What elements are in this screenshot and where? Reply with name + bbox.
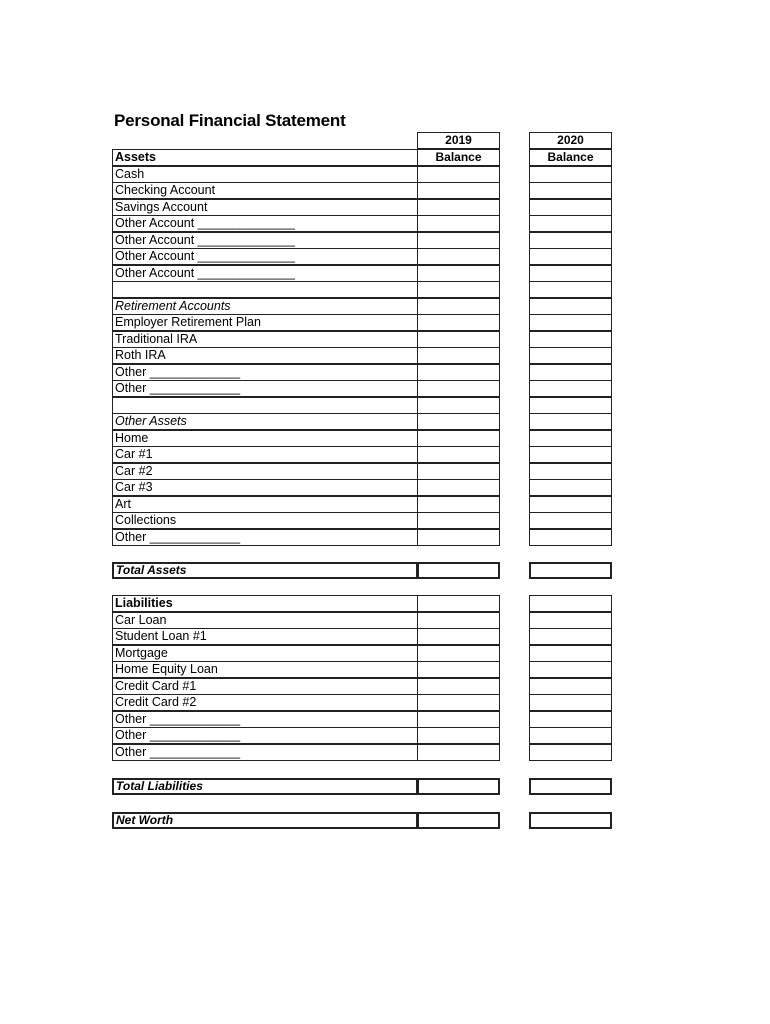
balance-2020-cell[interactable] xyxy=(529,562,612,579)
row-label: Employer Retirement Plan xyxy=(112,314,418,331)
balance-2019-cell[interactable] xyxy=(417,446,500,463)
balance-2019-cell[interactable] xyxy=(417,380,500,397)
row-label: Student Loan #1 xyxy=(112,628,418,645)
retirement-row xyxy=(112,314,612,331)
asset-row xyxy=(112,232,612,249)
retirement-row xyxy=(112,380,612,397)
balance-2020-cell[interactable] xyxy=(529,645,612,662)
balance-2020-cell[interactable] xyxy=(529,479,612,496)
row-label xyxy=(112,281,418,298)
row-label: Credit Card #1 xyxy=(112,678,418,695)
other-asset-row xyxy=(112,446,612,463)
asset-row xyxy=(112,166,612,183)
balance-2019-cell[interactable] xyxy=(417,199,500,216)
balance-2020-cell[interactable] xyxy=(529,512,612,529)
row-label: Other Account ______________ xyxy=(112,232,418,249)
asset-row xyxy=(112,182,612,199)
row-label: Home xyxy=(112,430,418,447)
balance-2020-cell[interactable] xyxy=(529,727,612,744)
liabilities-heading-row xyxy=(112,595,612,612)
balance-2019-cell[interactable] xyxy=(417,166,500,183)
balance-2020-cell[interactable] xyxy=(529,364,612,381)
balance-2019-cell[interactable] xyxy=(417,512,500,529)
row-label: Car #1 xyxy=(112,446,418,463)
balance-2020-cell[interactable] xyxy=(529,298,612,315)
other-asset-row xyxy=(112,496,612,513)
row-label: Other _____________ xyxy=(112,711,418,728)
row-label: Roth IRA xyxy=(112,347,418,364)
col-2019-label: Balance xyxy=(417,149,500,166)
balance-2019-cell[interactable] xyxy=(417,694,500,711)
balance-2020-cell[interactable] xyxy=(529,694,612,711)
row-label: Other Account ______________ xyxy=(112,215,418,232)
balance-2020-cell[interactable] xyxy=(529,678,612,695)
row-label: Car #2 xyxy=(112,463,418,480)
balance-2019-cell[interactable] xyxy=(417,265,500,282)
balance-2019-cell[interactable] xyxy=(417,397,500,414)
balance-2019-cell[interactable] xyxy=(417,711,500,728)
balance-2020-cell[interactable] xyxy=(529,612,612,629)
balance-2020-cell[interactable] xyxy=(529,446,612,463)
balance-2019-cell[interactable] xyxy=(417,595,500,612)
other-asset-row xyxy=(112,430,612,447)
balance-2019-cell[interactable] xyxy=(417,331,500,348)
balance-2020-cell[interactable] xyxy=(529,182,612,199)
asset-row xyxy=(112,248,612,265)
row-label: Mortgage xyxy=(112,645,418,662)
other-asset-row xyxy=(112,479,612,496)
balance-2019-cell[interactable] xyxy=(417,182,500,199)
balance-2019-cell[interactable] xyxy=(417,463,500,480)
row-label: Credit Card #2 xyxy=(112,694,418,711)
balance-2019-cell[interactable] xyxy=(417,413,500,430)
header-spacer xyxy=(112,132,418,149)
balance-2020-cell[interactable] xyxy=(529,778,612,795)
balance-2019-cell[interactable] xyxy=(417,645,500,662)
page-title: Personal Financial Statement xyxy=(114,111,346,130)
row-label: Total Liabilities xyxy=(112,778,418,795)
row-label: Car Loan xyxy=(112,612,418,629)
asset-row xyxy=(112,215,612,232)
balance-2020-cell[interactable] xyxy=(529,711,612,728)
header-row-balance xyxy=(112,149,612,166)
row-label: Other Account ______________ xyxy=(112,248,418,265)
other-assets-heading-row xyxy=(112,413,612,430)
other-asset-row xyxy=(112,529,612,546)
balance-2019-cell[interactable] xyxy=(417,364,500,381)
row-label: Other _____________ xyxy=(112,727,418,744)
balance-2019-cell[interactable] xyxy=(417,232,500,249)
balance-2019-cell[interactable] xyxy=(417,628,500,645)
balance-2019-cell[interactable] xyxy=(417,248,500,265)
col-2020-year: 2020 xyxy=(529,132,612,149)
balance-2020-cell[interactable] xyxy=(529,397,612,414)
balance-2020-cell[interactable] xyxy=(529,463,612,480)
balance-2019-cell[interactable] xyxy=(417,778,500,795)
retirement-heading-row xyxy=(112,298,612,315)
col-2019-year: 2019 xyxy=(417,132,500,149)
row-label: Home Equity Loan xyxy=(112,661,418,678)
balance-2020-cell[interactable] xyxy=(529,281,612,298)
liability-row xyxy=(112,612,612,629)
retirement-row xyxy=(112,397,612,414)
assets-heading: Assets xyxy=(112,149,418,166)
total-liabilities-row xyxy=(112,778,612,795)
row-label: Net Worth xyxy=(112,812,418,829)
other-asset-row xyxy=(112,512,612,529)
balance-2020-cell[interactable] xyxy=(529,661,612,678)
row-label: Checking Account xyxy=(112,182,418,199)
asset-row xyxy=(112,281,612,298)
balance-2020-cell[interactable] xyxy=(529,595,612,612)
balance-2019-cell[interactable] xyxy=(417,314,500,331)
liability-row xyxy=(112,678,612,695)
balance-2020-cell[interactable] xyxy=(529,215,612,232)
balance-2020-cell[interactable] xyxy=(529,744,612,761)
row-label: Savings Account xyxy=(112,199,418,216)
balance-2019-cell[interactable] xyxy=(417,430,500,447)
liability-row xyxy=(112,711,612,728)
row-label: Other _____________ xyxy=(112,529,418,546)
liability-row xyxy=(112,744,612,761)
balance-2019-cell[interactable] xyxy=(417,661,500,678)
header-row-year xyxy=(112,132,612,149)
row-label: Other Assets xyxy=(112,413,418,430)
balance-2020-cell[interactable] xyxy=(529,812,612,829)
total-assets-row xyxy=(112,562,612,579)
balance-2019-cell[interactable] xyxy=(417,496,500,513)
balance-2020-cell[interactable] xyxy=(529,529,612,546)
balance-2020-cell[interactable] xyxy=(529,347,612,364)
row-label: Other _____________ xyxy=(112,364,418,381)
balance-2019-cell[interactable] xyxy=(417,812,500,829)
balance-2020-cell[interactable] xyxy=(529,248,612,265)
liability-row xyxy=(112,645,612,662)
row-label: Car #3 xyxy=(112,479,418,496)
row-label: Cash xyxy=(112,166,418,183)
balance-2019-cell[interactable] xyxy=(417,298,500,315)
row-label: Traditional IRA xyxy=(112,331,418,348)
row-label: Liabilities xyxy=(112,595,418,612)
balance-2020-cell[interactable] xyxy=(529,265,612,282)
balance-2019-cell[interactable] xyxy=(417,347,500,364)
row-label xyxy=(112,397,418,414)
balance-2020-cell[interactable] xyxy=(529,166,612,183)
retirement-row xyxy=(112,331,612,348)
balance-2020-cell[interactable] xyxy=(529,331,612,348)
balance-2019-cell[interactable] xyxy=(417,281,500,298)
liability-row xyxy=(112,628,612,645)
row-label: Total Assets xyxy=(112,562,418,579)
retirement-row xyxy=(112,347,612,364)
asset-row xyxy=(112,199,612,216)
other-asset-row xyxy=(112,463,612,480)
asset-row xyxy=(112,265,612,282)
row-label: Other _____________ xyxy=(112,744,418,761)
balance-2019-cell[interactable] xyxy=(417,744,500,761)
balance-2020-cell[interactable] xyxy=(529,413,612,430)
row-label: Retirement Accounts xyxy=(112,298,418,315)
balance-2019-cell[interactable] xyxy=(417,529,500,546)
liability-row xyxy=(112,661,612,678)
balance-2020-cell[interactable] xyxy=(529,314,612,331)
liability-row xyxy=(112,694,612,711)
balance-2019-cell[interactable] xyxy=(417,727,500,744)
row-label: Collections xyxy=(112,512,418,529)
row-label: Art xyxy=(112,496,418,513)
row-label: Other Account ______________ xyxy=(112,265,418,282)
balance-2019-cell[interactable] xyxy=(417,678,500,695)
row-label: Other _____________ xyxy=(112,380,418,397)
retirement-row xyxy=(112,364,612,381)
balance-2019-cell[interactable] xyxy=(417,612,500,629)
balance-2020-cell[interactable] xyxy=(529,199,612,216)
balance-2019-cell[interactable] xyxy=(417,215,500,232)
liability-row xyxy=(112,727,612,744)
balance-2020-cell[interactable] xyxy=(529,232,612,249)
col-2020-label: Balance xyxy=(529,149,612,166)
balance-2019-cell[interactable] xyxy=(417,562,500,579)
balance-2020-cell[interactable] xyxy=(529,496,612,513)
balance-2020-cell[interactable] xyxy=(529,430,612,447)
balance-2020-cell[interactable] xyxy=(529,628,612,645)
net-worth-row xyxy=(112,812,612,829)
balance-2019-cell[interactable] xyxy=(417,479,500,496)
balance-2020-cell[interactable] xyxy=(529,380,612,397)
